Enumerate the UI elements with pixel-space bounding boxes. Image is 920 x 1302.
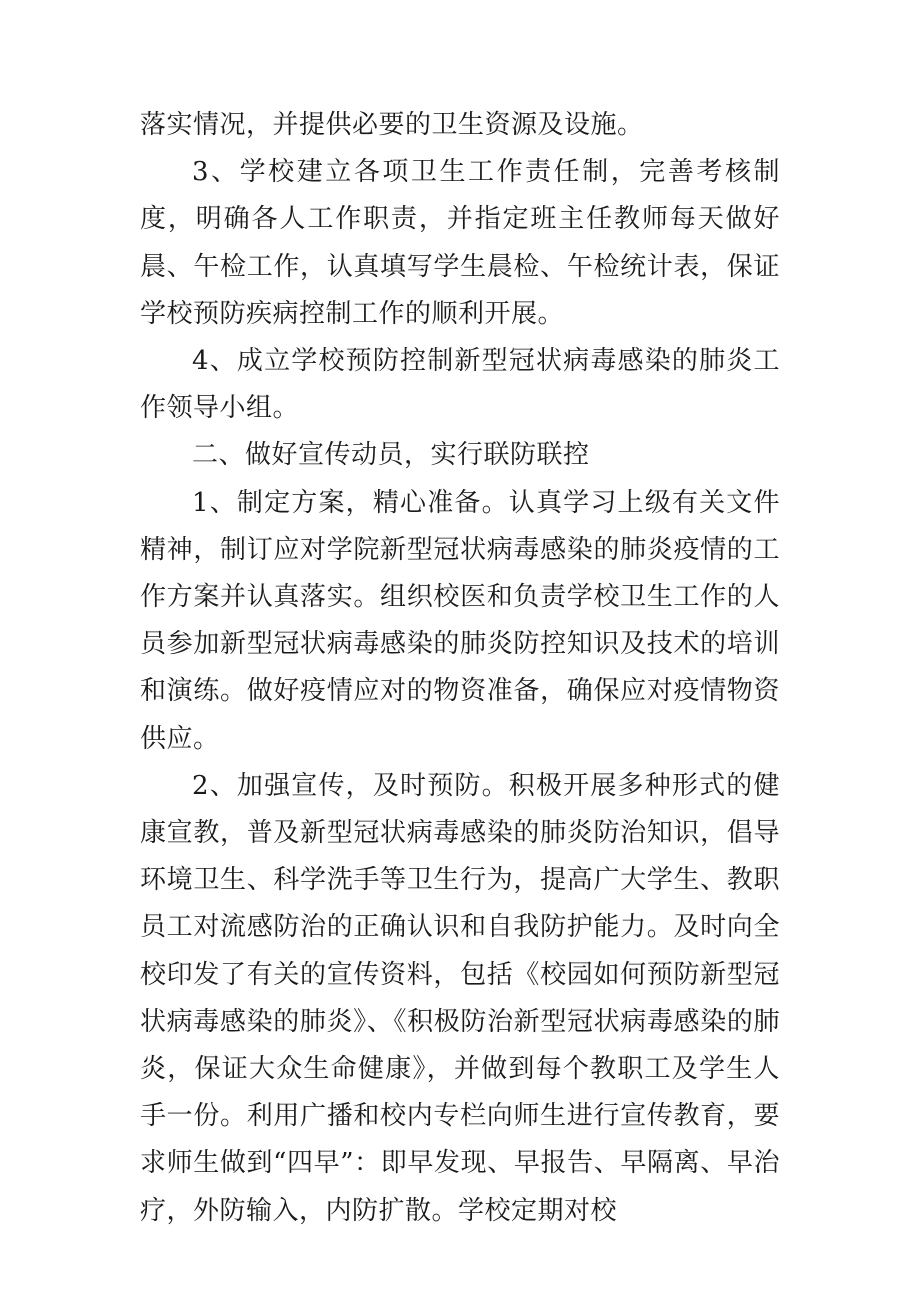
paragraph-item-3: 3、学校建立各项卫生工作责任制，完善考核制度，明确各人工作职责，并指定班主任教师每天做好晨、午检工作，认真填写学生晨检、午检统计表，保证学校预防疾病控制工作的顺利开展。 xyxy=(140,157,780,329)
paragraph-continuation: 落实情况，并提供必要的卫生资源及设施。 xyxy=(140,110,644,140)
document-body xyxy=(140,102,780,1235)
paragraph-item-4: 4、成立学校预防控制新型冠状病毒感染的肺炎工作领导小组。 xyxy=(140,346,780,424)
paragraph-item-1: 1、制定方案，精心准备。认真学习上级有关文件精神，制订应对学院新型冠状病毒感染的肺炎疫情的工作方案并认真落实。组织校医和负责学校卫生工作的人员参加新型冠状病毒感染的肺炎防控知识及技术的培训和演练。做好疫情应对的物资准备，确保应对疫情物资供应。 xyxy=(140,487,780,754)
section-heading-2: 二、做好宣传动员，实行联防联控 xyxy=(192,440,590,471)
paragraph-item-2: 2、加强宣传，及时预防。积极开展多种形式的健康宣教，普及新型冠状病毒感染的肺炎防治知识，倡导环境卫生、科学洗手等卫生行为，提高广大学生、教职员工对流感防治的正确认识和自我防护能力。及时向全校印发了有关的宣传资料，包括《校园如何预防新型冠状病毒感染的肺炎》、《积极防治新型冠状病毒感染的肺炎，保证大众生命健康》，并做到每个教职工及学生人手一份。利用广播和校内专栏向师生进行宣传教育，要求师生做到“四早”：即早发现、早报告、早隔离、早治疗，外防输入，内防扩散。学校定期对校 xyxy=(140,770,780,1226)
